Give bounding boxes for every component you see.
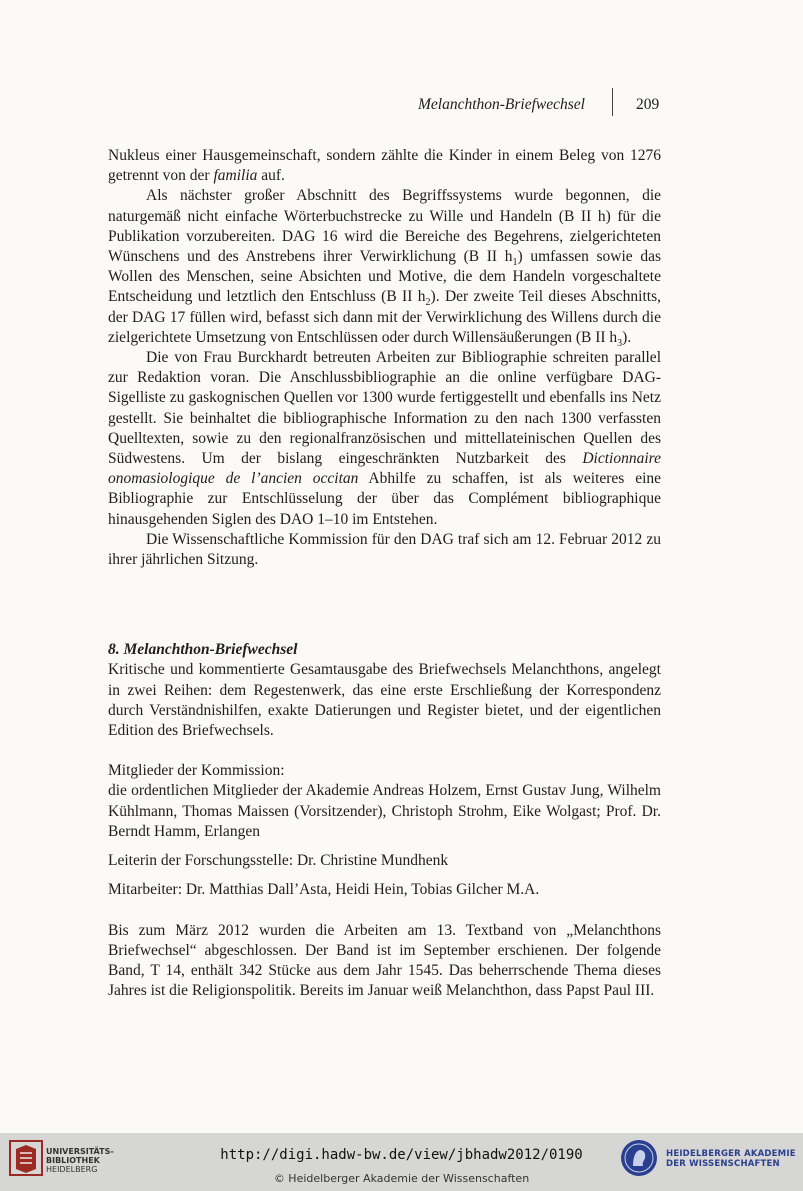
academy-name: HEIDELBERGER AKADEMIE DER WISSENSCHAFTEN	[666, 1149, 796, 1169]
leader-line: Leiterin der Forschungsstelle: Dr. Christine Mundhenk	[108, 852, 449, 870]
running-header	[0, 96, 803, 120]
paragraph-2: Als nächster großer Abschnitt des Begriffssystems wurde begonnen, die naturgemäß nicht einfache Wörterbuchstrecke zu Wille und Handeln (B II h) für die Publikation vorzubereiten. DAG 16 wird die Bereiche des Begehrens, zielgerichteten Wünschens und des Anstrebens ihrer Verwirklichung (B II $h_1$) umfassen sowie das Wollen des Menschen, seine Absichten und Motive, die dem Handeln vorgeschaltete Entscheidung und letztlich den Entschluss (B II $h_2$). Der zweite Teil dieses Abschnitts, der DAG 17 füllen wird, befasst sich dann mit der Verwirklichung des Willens durch die zielgerichtete Umsetzung von Entschlüssen oder durch Willensäußerungen (B II $h_3$).	[108, 187, 662, 349]
copyright-notice: © Heidelberger Akademie der Wissenschaften	[273, 1172, 530, 1185]
academy-seal-icon	[620, 1138, 658, 1178]
page-number: 209	[636, 96, 660, 113]
paragraph-1: Nukleus einer Hausgemeinschaft, sondern zählte die Kinder in einem Beleg von 1276 getrennt von der familia auf.	[108, 147, 661, 185]
footer-bar	[0, 1133, 803, 1191]
university-library-name: UNIVERSITÄTS- BIBLIOTHEK HEIDELBERG	[46, 1147, 114, 1174]
members-label: Mitglieder der Kommission:	[108, 762, 285, 780]
paragraph-4: Die Wissenschaftliche Kommission für den DAG traf sich am 12. Februar 2012 zu ihrer jährlichen Sitzung.	[108, 530, 661, 569]
section-heading: 8. Melanchthon-Briefwechsel	[108, 641, 298, 659]
paragraph-3: Die von Frau Burckhardt betreuten Arbeiten zur Bibliographie schreiten parallel zur Redaktion voran. Die Anschlussbibliographie an die online verfügbare DAG-Sigelliste zu gaskognischen Quellen vor 1300 wurde fertiggestellt und ebenfalls ins Netz gestellt. Sie beinhaltet die bibliographische Information zu den nach 1300 verfassten Quelltexten, sowie zu den regionalfranzösischen und mittellateinischen Quellen des Südwestens. Um der bislang eingeschränkten Nutzbarkeit des Dictionnaire onomasiologique de l’ancien occitan Abhilfe zu schaffen, ist als weiteres eine Bibliographie zur Entschlüsselung der über das Complément bibliographique hinausgehenden Siglen des DAO 1–10 im Entstehen.	[108, 349, 662, 528]
running-title: Melanchthon-Briefwechsel	[417, 96, 585, 113]
report-paragraph: Bis zum März 2012 wurden die Arbeiten am 13. Textband von „Melanchthons Briefwechsel“ abgeschlossen. Der Band ist im September erschienen. Der folgende Band, T 14, enthält 342 Stücke aus dem Jahr 1545. Das beherrschende Thema dieses Jahres ist die Religionspolitik. Bereits im Januar weiß Melanchthon, dass Papst Paul III.	[108, 921, 661, 1000]
members-list: die ordentlichen Mitglieder der Akademie Andreas Holzem, Ernst Gustav Jung, Wilhelm Kühlmann, Thomas Maissen (Vorsitzender), Christoph Strohm, Eike Wolgast; Prof. Dr. Berndt Hamm, Erlangen	[108, 782, 661, 840]
permalink-url[interactable]: http://digi.hadw-bw.de/view/jbhadw2012/0190	[220, 1147, 583, 1163]
staff-line: Mitarbeiter: Dr. Matthias Dall’Asta, Heidi Hein, Tobias Gilcher M.A.	[108, 881, 540, 899]
section-intro: Kritische und kommentierte Gesamtausgabe des Briefwechsels Melanchthons, angelegt in zwei Reihen: dem Regestenwerk, das eine erste Erschließung der Korrespondenz durch Verständnishilfen, exakte Datierungen und Register bietet, und der eigentlichen Edition des Briefwechsels.	[108, 661, 661, 740]
page-body	[108, 146, 661, 1001]
header-divider	[612, 88, 613, 116]
